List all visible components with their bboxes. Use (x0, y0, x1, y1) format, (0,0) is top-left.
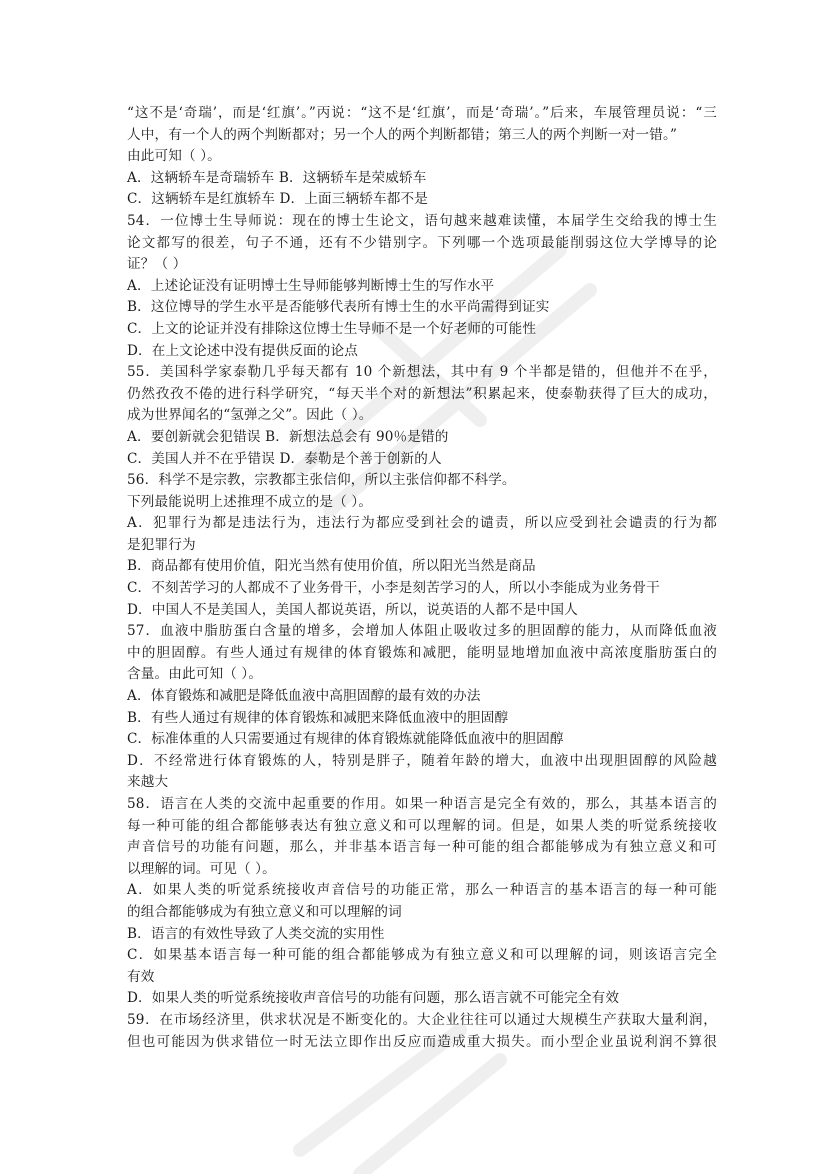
option-line: D．中国人不是美国人，美国人都说英语，所以，说英语的人都不是中国人 (127, 601, 578, 618)
document-page (127, 103, 717, 1053)
option-line: B．有些人通过有规律的体育锻炼和减肥来降低血液中的胆固醇 (127, 709, 509, 726)
option-line: D．在上文论述中没有提供反面的论点 (127, 342, 358, 359)
option-line: A．如果人类的听觉系统接收声音信号的功能正常，那么一种语言的基本语言的每一种可能 (127, 882, 717, 899)
text-line: 中的胆固醇。有些人通过有规律的体育锻炼和减肥，能明显地增加血液中高浓度脂肪蛋白的 (127, 644, 717, 661)
text-line: 仍然孜孜不倦的进行科学研究，“每天半个对的新想法”积累起来，使泰勒获得了巨大的成功， (127, 385, 717, 402)
option-line: C．不刻苦学习的人都成不了业务骨干，小李是刻苦学习的人，所以小李能成为业务骨干 (127, 580, 660, 597)
text-line: 是犯罪行为 (127, 536, 196, 553)
option-line: C．如果基本语言每一种可能的组合都能够成为有独立意义和可以理解的词，则该语言完全 (127, 947, 717, 964)
text-line: 含量。由此可知（ ）。 (127, 666, 263, 683)
text-line: “这不是‘奇瑞’，而是‘红旗’。”丙说：“这不是‘红旗’，而是‘奇瑞’。”后来，车展管理员说：“三 (127, 105, 717, 121)
question-57: 57．血液中脂肪蛋白含量的增多，会增加人体阻止吸收过多的胆固醇的能力，从而降低血液 (127, 623, 717, 640)
question-58: 58．语言在人类的交流中起重要的作用。如果一种语言是完全有效的，那么，其基本语言的 (127, 796, 717, 812)
option-line: A．这辆轿车是奇瑞轿车 B．这辆轿车是荣威轿车 (127, 169, 427, 186)
text-line: 下列最能说明上述推理不成立的是（ ）。 (127, 493, 373, 510)
option-line: D．如果人类的听觉系统接收声音信号的功能有问题，那么语言就不可能完全有效 (127, 990, 620, 1007)
question-55: 55．美国科学家泰勒几乎每天都有 10 个新想法，其中有 9 个半都是错的，但他并不在乎， (127, 364, 717, 381)
question-54: 54．一位博士生导师说：现在的博士生论文，语句越来越难读懂，本届学生交给我的博士生 (127, 212, 717, 229)
option-line: C．这辆轿车是红旗轿车 D．上面三辆轿车都不是 (127, 191, 428, 208)
question-59: 59．在市场经济里，供求状况是不断变化的。大企业往往可以通过大规模生产获取大量利润， (127, 1011, 717, 1028)
text-line: 由此可知（ ）。 (127, 148, 221, 165)
text-line: 有效 (127, 968, 155, 985)
option-line: A．要创新就会犯错误 B．新想法总会有 90％是错的 (127, 428, 449, 445)
option-line: B．语言的有效性导致了人类交流的实用性 (127, 925, 385, 942)
option-line: B．商品都有使用价值，阳光当然有使用价值，所以阳光当然是商品 (127, 558, 536, 575)
option-line: B．这位博导的学生水平是否能够代表所有博士生的水平尚需得到证实 (127, 299, 550, 316)
option-line: A．上述论证没有证明博士生导师能够判断博士生的写作水平 (127, 277, 495, 294)
text-line: 论文都写的很差，句子不通，还有不少错别字。下列哪一个选项最能削弱这位大学博导的论 (127, 234, 717, 251)
text-line: 每一种可能的组合都能够表达有独立意义和可以理解的词。但是，如果人类的听觉系统接收 (127, 817, 717, 834)
text-line: 人中，有一个人的两个判断都对；另一个人的两个判断都错；第三人的两个判断一对一错。” (127, 126, 678, 143)
option-line: D．不经常进行体育锻炼的人，特别是胖子，随着年龄的增大，血液中出现胆固醇的风险越 (127, 752, 717, 769)
text-line: 声音信号的功能有问题，那么，并非基本语言每一种可能的组合都能够成为有独立意义和可 (127, 839, 717, 856)
text-line: 的组合都能够成为有独立意义和可以理解的词 (127, 903, 402, 920)
option-line: C．上文的论证并没有排除这位博士生导师不是一个好老师的可能性 (127, 320, 537, 337)
text-line: 成为世界闻名的“氢弹之父”。因此（ ）。 (127, 407, 373, 424)
option-line: A．犯罪行为都是违法行为，违法行为都应受到社会的谴责，所以应受到社会谴责的行为都 (127, 515, 717, 532)
question-56: 56．科学不是宗教，宗教都主张信仰，所以主张信仰都不科学。 (127, 472, 516, 489)
option-line: C．美国人并不在乎错误 D．泰勒是个善于创新的人 (127, 450, 442, 467)
text-line: 以理解的词。可见（ ）。 (127, 860, 276, 877)
text-line: 证？（ ） (127, 256, 187, 273)
text-line: 来越大 (127, 774, 169, 791)
text-line: 但也可能因为供求错位一时无法立即作出反应而造成重大损失。而小型企业虽说利润不算很 (127, 1033, 717, 1050)
option-line: A．体育锻炼和减肥是降低血液中高胆固醇的最有效的办法 (127, 688, 481, 705)
option-line: C．标准体重的人只需要通过有规律的体育锻炼就能降低血液中的胆固醇 (127, 731, 564, 748)
